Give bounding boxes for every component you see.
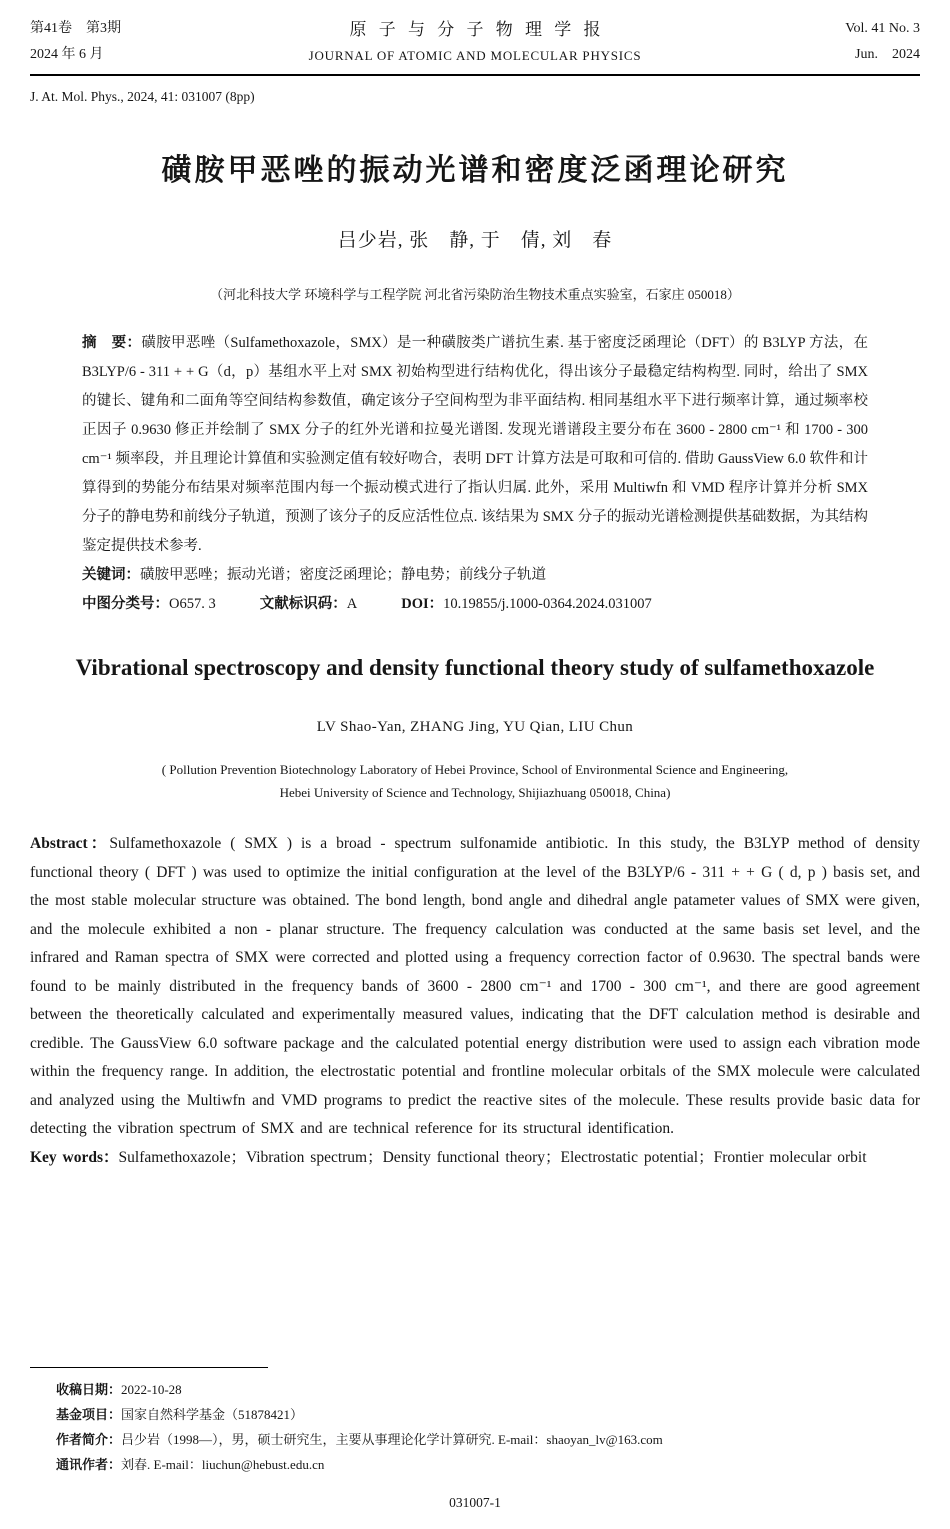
journal-title-group	[180, 16, 770, 68]
affiliation-en	[30, 758, 920, 804]
keywords-text-cn: 磺胺甲恶唑；振动光谱；密度泛函理论；静电势；前线分子轨道	[140, 567, 546, 583]
corresponding-value: 刘春. E-mail：liuchun@hebust.edu.cn	[121, 1457, 325, 1472]
footnote-funding	[56, 1402, 920, 1427]
funding-label: 基金项目：	[56, 1407, 122, 1422]
header-volume-info	[30, 16, 180, 68]
authors-cn: 吕少岩, 张 静, 于 倩, 刘 春	[337, 230, 613, 251]
abstract-label-cn: 摘 要：	[82, 335, 142, 351]
received-value: 2022-10-28	[121, 1382, 182, 1397]
journal-title-en: JOURNAL OF ATOMIC AND MOLECULAR PHYSICS	[308, 48, 642, 63]
clc-label: 中图分类号：	[82, 596, 169, 612]
vol-no-line: Vol. 41 No. 3	[845, 21, 920, 36]
footnote-bio	[56, 1427, 920, 1452]
abstract-en	[30, 830, 920, 1144]
footnote-corresponding	[56, 1452, 920, 1477]
abstract-text-cn: 磺胺甲恶唑（Sulfamethoxazole，SMX）是一种磺胺类广谱抗生素. 基于密度泛函理论（DFT）的 B3LYP 方法，在 B3LYP/6 - 311 + + G（d，p）基组水平上对 SMX 初始构型进行结构优化，得出该分子最稳定结构构型. 同时，给出了 SMX 的键长、键角和二面角等空间结构参数值，确定该分子空间构型为非平面结构. 相同基组水平下进行频率计算，通过频率校正因子 0.9630 修正并绘制了 SMX 分子的红外光谱和拉曼光谱图. 发现光谱谱段主要分布在 3600 - 2800 cm⁻¹ 和 1700 - 300 cm⁻¹ 频率段，并且理论计算值和实验测定值有较好吻合，表明 DFT 计算方法是可取和可信的. 借助 GaussView 6.0 软件和计算得到的势能分布结果对频率范围内每一个振动模式进行了指认归属. 此外，采用 Multiwfn 和 VMD 程序计算并分析 SMX 分子的静电势和前线分子轨道，预测了该分子的反应活性位点. 该结果为 SMX 分子的振动光谱检测提供基础数据，为其结构鉴定提供技术参考.	[82, 335, 868, 554]
journal-header	[30, 16, 920, 68]
abstract-cn	[82, 329, 868, 561]
footnote-received	[56, 1377, 920, 1402]
doi-value: 10.19855/j.1000-0364.2024.031007	[443, 596, 652, 612]
doi-label: DOI：	[401, 596, 444, 612]
date-line-en: Jun. 2024	[855, 47, 920, 62]
date-line-cn: 2024 年 6 月	[30, 47, 104, 62]
citation-line: J. At. Mol. Phys., 2024, 41: 031007 (8pp)	[30, 89, 255, 104]
footnote-area	[30, 1367, 920, 1511]
funding-value: 国家自然科学基金（51878421）	[121, 1407, 304, 1422]
keywords-en	[30, 1144, 920, 1173]
footnotes	[30, 1377, 920, 1477]
affiliation-cn: （河北科技大学 环境科学与工程学院 河北省污染防治生物技术重点实验室，石家庄 050018）	[210, 287, 740, 302]
keywords-text-en: Sulfamethoxazole；Vibration spectrum；Density functional theory；Electrostatic potential；Frontier molecular orbit	[118, 1148, 867, 1166]
bio-value: 吕少岩（1998—），男，硕士研究生，主要从事理论化学计算研究. E-mail：shaoyan_lv@163.com	[121, 1432, 663, 1447]
doc-code-value: A	[346, 596, 358, 612]
affiliation-en-line2: Hebei University of Science and Technology, Shijiazhuang 050018, China)	[279, 785, 671, 800]
received-label: 收稿日期：	[56, 1382, 122, 1397]
footnote-divider	[30, 1367, 268, 1368]
classification-line	[82, 590, 868, 619]
article-title-en: Vibrational spectroscopy and density functional theory study of sulfamethoxazole	[75, 655, 875, 680]
bio-label: 作者简介：	[56, 1432, 122, 1447]
keywords-cn	[82, 561, 868, 590]
keywords-label-en: Key words：	[30, 1148, 119, 1166]
abstract-label-en: Abstract：	[30, 835, 110, 852]
doc-code-label: 文献标识码：	[259, 596, 347, 612]
header-divider	[30, 74, 920, 76]
volume-issue-line: 第41卷 第3期	[30, 21, 121, 36]
authors-en: LV Shao-Yan, ZHANG Jing, YU Qian, LIU Chun	[316, 719, 634, 735]
header-issue-info	[770, 16, 920, 68]
clc-value: O657. 3	[169, 596, 216, 612]
page-number: 031007-1	[449, 1495, 501, 1510]
article-title-cn: 磺胺甲恶唑的振动光谱和密度泛函理论研究	[161, 154, 789, 187]
journal-title-cn: 原子与分子物理学报	[349, 20, 613, 39]
affiliation-en-line1: ( Pollution Prevention Biotechnology Laboratory of Hebei Province, School of Environmental Science and Engineering,	[161, 762, 789, 777]
keywords-label-cn: 关键词：	[82, 567, 140, 583]
corresponding-label: 通讯作者：	[56, 1457, 122, 1472]
abstract-text-en: Sulfamethoxazole ( SMX ) is a broad - spectrum sulfonamide antibiotic. In this study, the B3LYP method of density functional theory ( DFT ) was used to optimize the initial configuration at the level of the B3LYP/6 - 311 + + G ( d, p ) basis set, and the most stable molecular structure was obtained. The bond length, bond angle and dihedral angle patameter values of SMX were given, and the molecule exhibited a non - planar structure. The frequency calculation was conducted at the same basis set level, and the infrared and Raman spectra of SMX were corrected and plotted using a frequency correction factor of 0.9630. The spectral bands were found to be mainly distributed in the frequency bands of 3600 - 2800 cm⁻¹ and 1700 - 300 cm⁻¹, and there are good agreement between the theoretically calculated and experimentally measured values, indicating that the DFT calculation method is desirable and credible. The GaussView 6.0 software package and the calculated potential energy distribution were used to assign each vibration mode within the frequency range. In addition, the electrostatic potential and frontline molecular orbitals of the SMX molecule were calculated and analyzed using the Multiwfn and VMD programs to predict the reactive sites of the molecule. These results provide basic data for detecting the vibration spectrum of SMX and are technical reference for its structural identification.	[30, 835, 920, 1137]
